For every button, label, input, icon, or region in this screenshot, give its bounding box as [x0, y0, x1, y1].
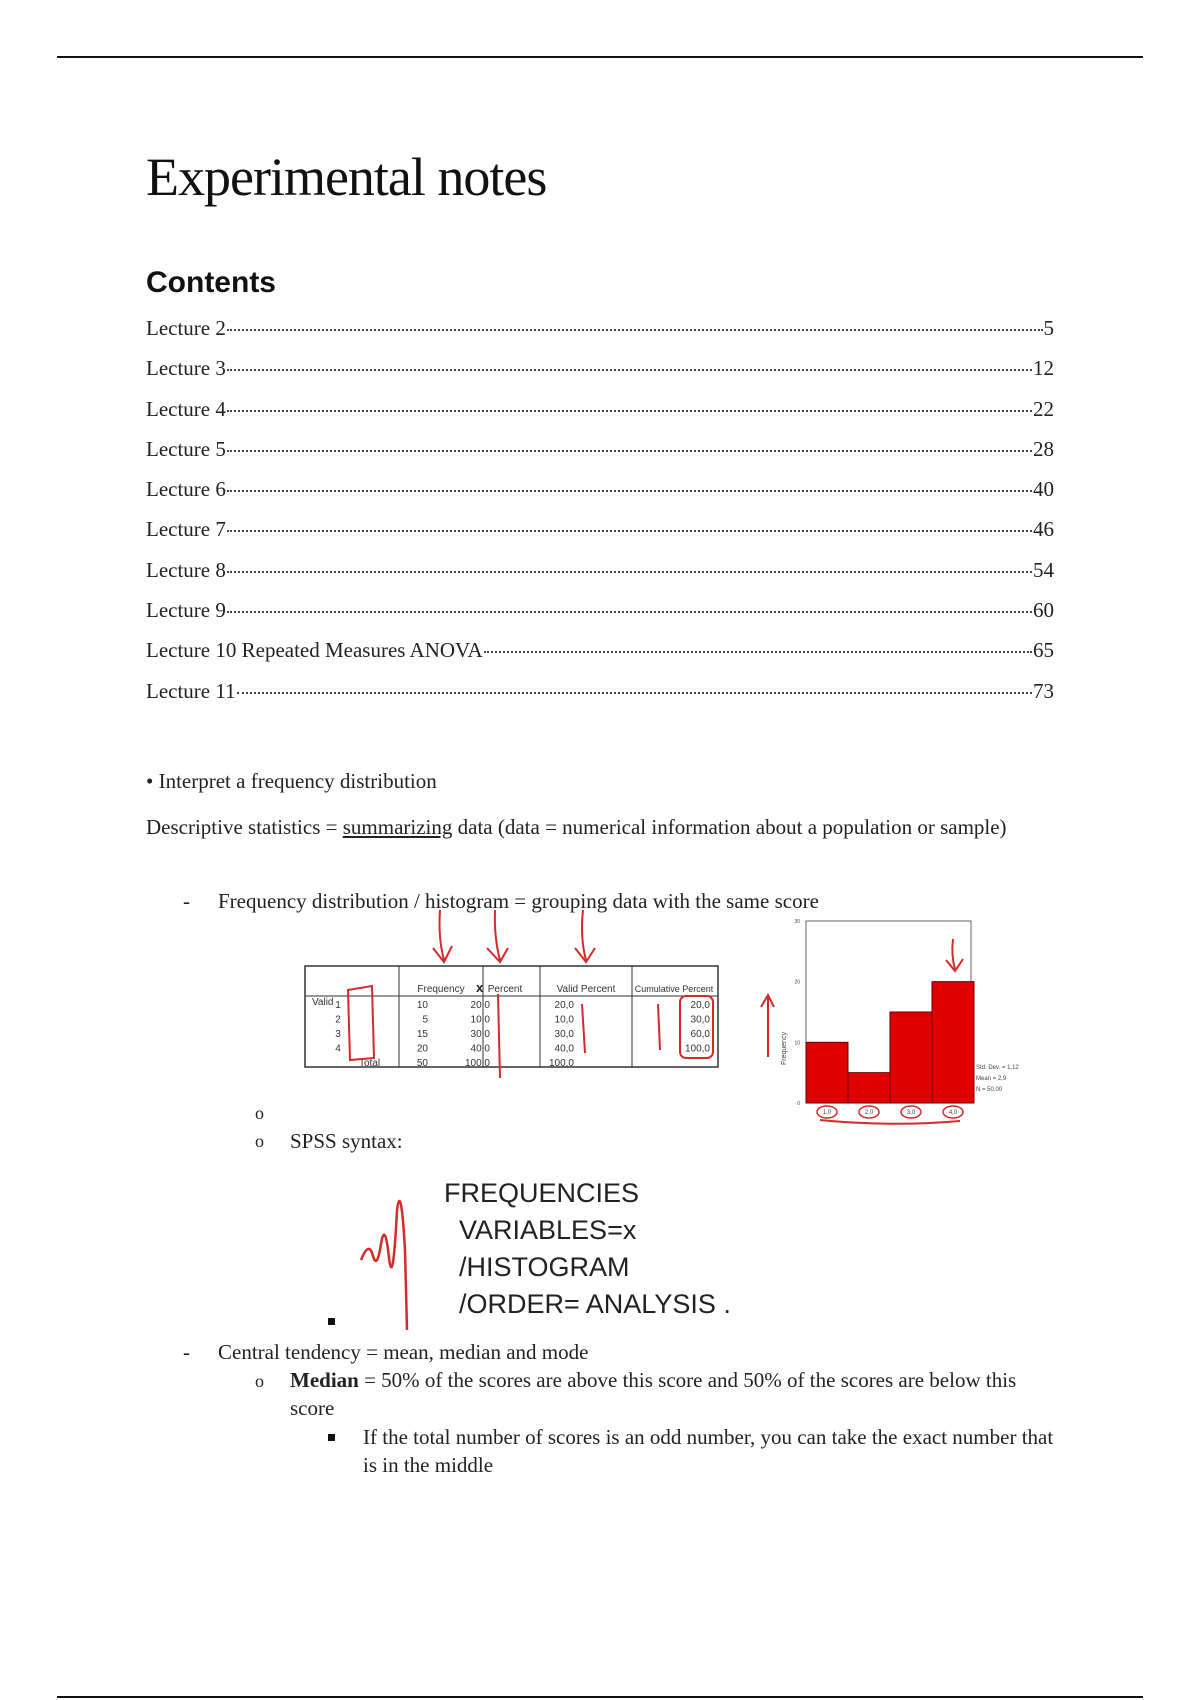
- table-cell-valid: 30,0: [554, 1029, 574, 1040]
- toc-entry[interactable]: [146, 638, 1054, 678]
- frequency-table-figure: [300, 908, 740, 1078]
- table-cell-frequency: 5: [422, 1014, 428, 1026]
- toc-label: Lecture 10 Repeated Measures ANOVA: [146, 638, 483, 663]
- circle-bullet: o: [255, 1131, 264, 1151]
- desc-suffix: data (data = numerical information about a population or sample): [452, 815, 1007, 839]
- toc-label: Lecture 11: [146, 678, 236, 703]
- table-cell-percent: 30,0: [470, 1029, 490, 1040]
- desc-underlined: summarizing: [342, 815, 453, 839]
- top-rule: [57, 56, 1143, 58]
- y-tick-label: 30: [794, 919, 800, 925]
- histogram-bars: [806, 982, 974, 1103]
- toc-page: 60: [1033, 598, 1054, 623]
- median-text: [290, 1366, 1060, 1422]
- row-label-total: Total: [359, 1058, 381, 1069]
- odd-number-note: If the total number of scores is an odd number, you can take the exact number that is in the middle: [363, 1425, 1054, 1477]
- table-cell-value: 1: [335, 1000, 341, 1011]
- stat-label: Std. Dev. = 1,12: [976, 1065, 1019, 1071]
- down-arrow-icon: [433, 910, 452, 962]
- table-cell-percent: 40,0: [470, 1043, 490, 1055]
- stat-label: Mean = 2,9: [976, 1076, 1007, 1082]
- table-cell-frequency: 10: [416, 1000, 428, 1011]
- table-cell-value: 3: [335, 1029, 341, 1040]
- toc-entry[interactable]: [146, 437, 1054, 477]
- header-frequency: Frequency: [417, 984, 465, 995]
- histogram-bar: [890, 1012, 932, 1103]
- toc-leader: [227, 410, 1032, 412]
- down-arrow-icon: [487, 910, 508, 962]
- toc-entry[interactable]: [146, 517, 1054, 557]
- toc-label: Lecture 3: [146, 356, 226, 381]
- toc-page: 12: [1033, 356, 1054, 381]
- toc-page: 65: [1033, 638, 1054, 663]
- toc-leader: [237, 692, 1032, 694]
- annotation-line: [498, 994, 500, 1078]
- toc-leader: [227, 490, 1032, 492]
- table-cell-frequency: 15: [416, 1029, 428, 1040]
- table-annotations: [348, 910, 713, 1078]
- table-total-frequency: 50: [416, 1058, 428, 1069]
- toc-label: Lecture 9: [146, 598, 226, 623]
- toc-label: Lecture 4: [146, 396, 226, 421]
- histogram-bar: [848, 1073, 890, 1103]
- toc-leader: [227, 530, 1032, 532]
- toc-leader: [227, 329, 1043, 331]
- down-arrow-icon: [575, 910, 595, 962]
- table-cell-cumulative: 20,0: [690, 1000, 710, 1011]
- table-border: [305, 966, 718, 1067]
- toc-page: 5: [1043, 316, 1054, 340]
- toc-page: 40: [1033, 477, 1054, 502]
- annotation-line: [582, 1004, 585, 1053]
- code-line: VARIABLES=x: [444, 1215, 637, 1245]
- annotation-line: [658, 1004, 660, 1050]
- toc-label: Lecture 7: [146, 517, 226, 542]
- toc-page: 22: [1033, 396, 1054, 421]
- descriptive-statistics-text: [146, 813, 1054, 841]
- table-of-contents: [146, 316, 1054, 719]
- table-cell-frequency: 20: [416, 1043, 428, 1055]
- code-line: /HISTOGRAM: [444, 1252, 630, 1282]
- y-tick-label: 20: [794, 979, 800, 986]
- table-total-percent: 100,0: [464, 1058, 490, 1069]
- row-label-valid: Valid: [312, 997, 334, 1008]
- toc-leader: [484, 651, 1032, 653]
- x-ticks: [817, 1106, 963, 1118]
- toc-entry[interactable]: [146, 477, 1054, 517]
- objective-bullet: • Interpret a frequency distribution: [146, 769, 437, 793]
- toc-page: 54: [1033, 557, 1054, 582]
- toc-label: Lecture 8: [146, 557, 226, 582]
- histogram-figure: [760, 915, 1060, 1130]
- x-tick-label: 4,0: [948, 1110, 958, 1116]
- header-valid-percent: Valid Percent: [556, 984, 616, 995]
- toc-leader: [227, 450, 1032, 452]
- central-tendency-text: Central tendency = mean, median and mode: [218, 1340, 589, 1364]
- circle-bullet: o: [255, 1371, 264, 1391]
- stat-label: N = 50,00: [976, 1087, 1003, 1093]
- toc-entry[interactable]: [146, 316, 1054, 356]
- squiggle-icon: [361, 1201, 407, 1330]
- annotation-box: [348, 986, 374, 1060]
- square-bullet: [328, 1434, 335, 1441]
- table-cell-cumulative: 60,0: [690, 1029, 710, 1040]
- toc-leader: [227, 369, 1032, 371]
- frequency-distribution-text: Frequency distribution / histogram = grouping data with the same score: [218, 889, 819, 913]
- table-cell-valid: 20,0: [554, 1000, 574, 1011]
- toc-page: 28: [1033, 436, 1054, 461]
- toc-leader: [227, 611, 1032, 613]
- table-cell-cumulative: 100,0: [684, 1043, 710, 1055]
- x-tick-label: 1,0: [822, 1110, 832, 1116]
- table-cell-value: 2: [335, 1014, 341, 1026]
- variable-label: x: [476, 980, 484, 995]
- y-axis-label: Frequency: [781, 1031, 788, 1065]
- toc-label: Lecture 2: [146, 316, 226, 340]
- table-total-valid: 100,0: [548, 1058, 574, 1069]
- table-cell-value: 4: [335, 1043, 341, 1055]
- y-ticks: [794, 919, 800, 1107]
- table-cell-percent: 10,0: [470, 1014, 490, 1026]
- annotation-underline: [820, 1120, 960, 1124]
- toc-entry[interactable]: [146, 397, 1054, 437]
- toc-entry[interactable]: [146, 679, 1054, 719]
- spss-syntax-label: SPSS syntax:: [290, 1129, 403, 1153]
- code-annotation-figure: [355, 1170, 435, 1330]
- toc-label: Lecture 6: [146, 477, 226, 502]
- spss-code-block: [444, 1175, 731, 1323]
- table-cell-cumulative: 30,0: [690, 1014, 710, 1026]
- toc-page: 46: [1033, 517, 1054, 542]
- dash-bullet: -: [183, 1340, 190, 1364]
- circle-bullet: o: [255, 1103, 264, 1123]
- toc-label: Lecture 5: [146, 436, 226, 461]
- contents-heading: Contents: [146, 266, 276, 299]
- desc-prefix: Descriptive statistics =: [146, 815, 343, 839]
- median-bold: Median: [290, 1368, 359, 1392]
- dash-bullet: -: [183, 889, 190, 913]
- table-cell-percent: 20,0: [470, 1000, 490, 1011]
- toc-page: 73: [1033, 678, 1054, 703]
- toc-entry[interactable]: [146, 598, 1054, 638]
- code-line: FREQUENCIES: [444, 1178, 640, 1208]
- header-cumulative-percent: Cumulative Percent: [634, 984, 714, 994]
- histogram-bar: [932, 982, 974, 1103]
- page-title: Experimental notes: [146, 147, 547, 207]
- y-tick-label: 0: [797, 1101, 800, 1107]
- table-cell-valid: 40,0: [554, 1043, 574, 1055]
- x-tick-label: 2,0: [864, 1110, 874, 1116]
- x-tick-label: 3,0: [906, 1110, 916, 1116]
- bottom-rule: [57, 1696, 1143, 1698]
- toc-entry[interactable]: [146, 356, 1054, 396]
- header-percent: Percent: [487, 984, 523, 995]
- table-rows: [335, 1000, 710, 1069]
- toc-entry[interactable]: [146, 558, 1054, 598]
- down-arrow-icon: [946, 939, 963, 971]
- code-line: /ORDER= ANALYSIS .: [444, 1289, 731, 1319]
- table-cell-valid: 10,0: [554, 1014, 574, 1026]
- median-definition: = 50% of the scores are above this score and 50% of the scores are below this score: [290, 1368, 1017, 1420]
- histogram-bar: [806, 1042, 848, 1103]
- square-bullet: [328, 1318, 335, 1325]
- y-tick-label: 10: [794, 1040, 800, 1047]
- up-arrow-icon: [761, 995, 774, 1057]
- histogram-stats: [976, 1065, 1019, 1093]
- toc-leader: [227, 571, 1032, 573]
